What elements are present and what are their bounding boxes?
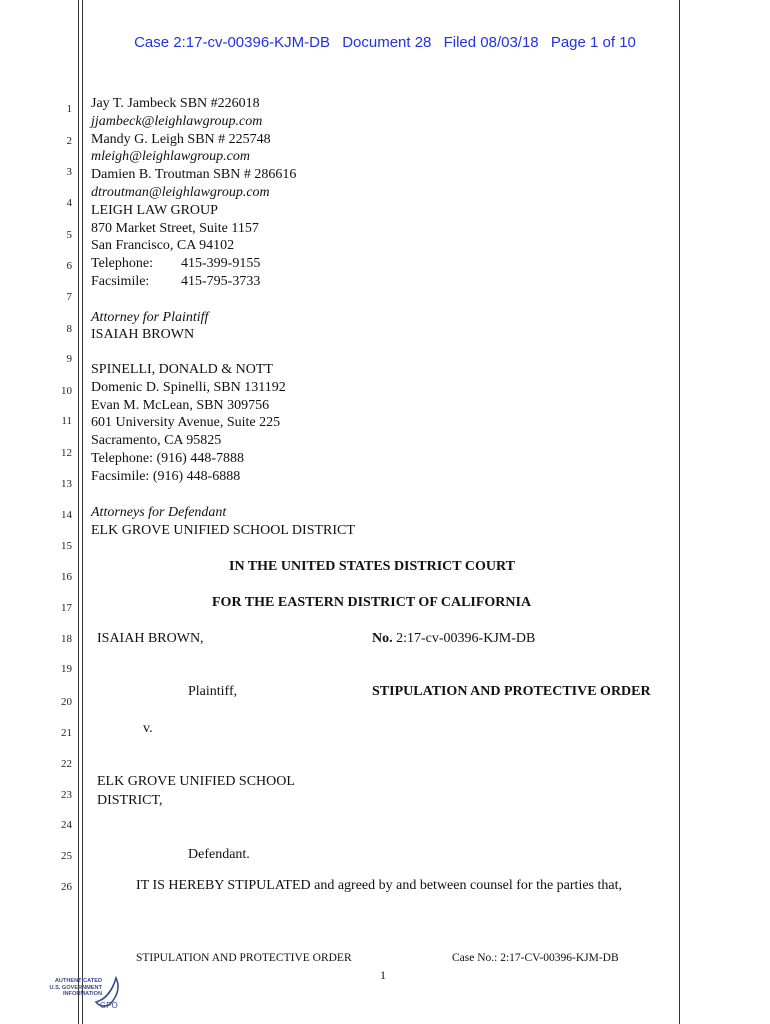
defendant-counsel-block [91,361,286,486]
defendant-client: ELK GROVE UNIFIED SCHOOL DISTRICT [91,522,355,538]
counsel-name: Mandy G. Leigh SBN # 225748 [91,131,271,147]
firm-fax [91,273,296,291]
footer-case-number: Case No.: 2:17-CV-00396-KJM-DB [452,952,619,964]
line-number: 23 [61,789,72,801]
document-title: STIPULATION AND PROTECTIVE ORDER [372,684,651,699]
counsel-name: Evan M. McLean, SBN 309756 [91,397,270,413]
page-number: 1 [380,968,386,982]
line-number: 6 [66,260,72,272]
caption-versus: v. [143,721,153,736]
line-number: 25 [61,850,72,862]
firm-name: SPINELLI, DONALD & NOTT [91,362,273,377]
line-number: 5 [66,229,72,241]
body-first-line: IT IS HEREBY STIPULATED and agreed by and between counsel for the parties that, [136,878,622,893]
caption-defendant-line1: ELK GROVE UNIFIED SCHOOL [97,774,295,789]
gpo-badge-line: U.S. GOVERNMENT [49,984,102,991]
firm-telephone [91,255,296,273]
fax-label: Facsimile: [91,273,150,289]
header-document: Document 28 [342,34,432,51]
line-number: 11 [61,415,72,427]
gpo-authentication-badge [30,972,130,1012]
defendant-role-block [91,504,355,540]
firm-address: 601 University Avenue, Suite 225 [91,415,281,431]
telephone-number: 415-399-9155 [181,256,261,272]
line-number: 3 [66,166,72,178]
court-name: IN THE UNITED STATES DISTRICT COURT [229,559,515,574]
line-number: 1 [66,103,72,115]
caption-defendant-role: Defendant. [188,847,250,862]
line-number: 18 [61,633,72,645]
caption-plaintiff-role: Plaintiff, [188,684,238,699]
line-number: 8 [66,323,72,335]
line-number: 19 [61,663,72,675]
case-number-label: No. [372,631,393,646]
gpo-mark-text: GPO [100,1001,118,1010]
header-case: Case 2:17-cv-00396-KJM-DB [134,34,331,51]
case-number-value: 2:17-cv-00396-KJM-DB [396,631,536,646]
firm-fax: Facsimile: (916) 448-6888 [91,468,241,484]
counsel-email: mleigh@leighlawgroup.com [91,149,250,165]
gpo-badge-line: INFORMATION [62,991,102,997]
left-margin-rule-outer [78,0,79,1024]
counsel-name: Damien B. Troutman SBN # 286616 [91,167,297,183]
plaintiff-attorney-role: Attorney for Plaintiff [91,309,209,325]
line-number: 14 [61,509,72,521]
counsel-name: Jay T. Jambeck SBN #226018 [91,96,260,111]
header-filed: Filed 08/03/18 [443,34,539,51]
defendant-attorney-role: Attorneys for Defendant [91,505,227,520]
counsel-email: jjambeck@leighlawgroup.com [91,113,263,129]
left-margin-rule-inner [82,0,83,1024]
line-number: 4 [66,197,72,209]
firm-address: 870 Market Street, Suite 1157 [91,220,259,236]
firm-name: LEIGH LAW GROUP [91,202,218,218]
plaintiff-client: ISAIAH BROWN [91,327,195,343]
caption-case-number [372,630,535,647]
line-number: 10 [61,385,72,397]
caption-plaintiff: ISAIAH BROWN, [97,631,204,646]
ecf-header [0,34,770,51]
firm-city: Sacramento, CA 95825 [91,433,222,449]
caption-defendant-line2: DISTRICT, [97,793,163,808]
spacer [91,291,296,309]
court-district: FOR THE EASTERN DISTRICT OF CALIFORNIA [212,595,532,610]
line-number: 16 [61,571,72,583]
line-number: 26 [61,881,72,893]
telephone-label: Telephone: [91,256,153,272]
line-number: 13 [61,478,72,490]
line-number: 17 [61,602,72,614]
header-page: Page 1 of 10 [550,34,636,51]
line-number: 2 [66,135,72,147]
counsel-email: dtroutman@leighlawgroup.com [91,184,270,200]
footer-title: STIPULATION AND PROTECTIVE ORDER [136,952,352,964]
gpo-eagle-icon [90,972,130,1012]
line-number: 22 [61,758,72,770]
gpo-badge-line: AUTHENTICATED [54,978,102,984]
line-number: 7 [66,291,72,303]
line-number: 12 [61,447,72,459]
firm-city: San Francisco, CA 94102 [91,238,235,254]
line-number: 9 [66,353,72,365]
line-number: 15 [61,540,72,552]
line-number: 20 [61,696,72,708]
right-margin-rule [679,0,680,1024]
plaintiff-counsel-block [91,95,296,344]
line-number: 24 [61,819,72,831]
line-number: 21 [61,727,72,739]
firm-telephone: Telephone: (916) 448-7888 [91,450,244,466]
fax-number: 415-795-3733 [181,273,261,289]
counsel-name: Domenic D. Spinelli, SBN 131192 [91,379,286,395]
